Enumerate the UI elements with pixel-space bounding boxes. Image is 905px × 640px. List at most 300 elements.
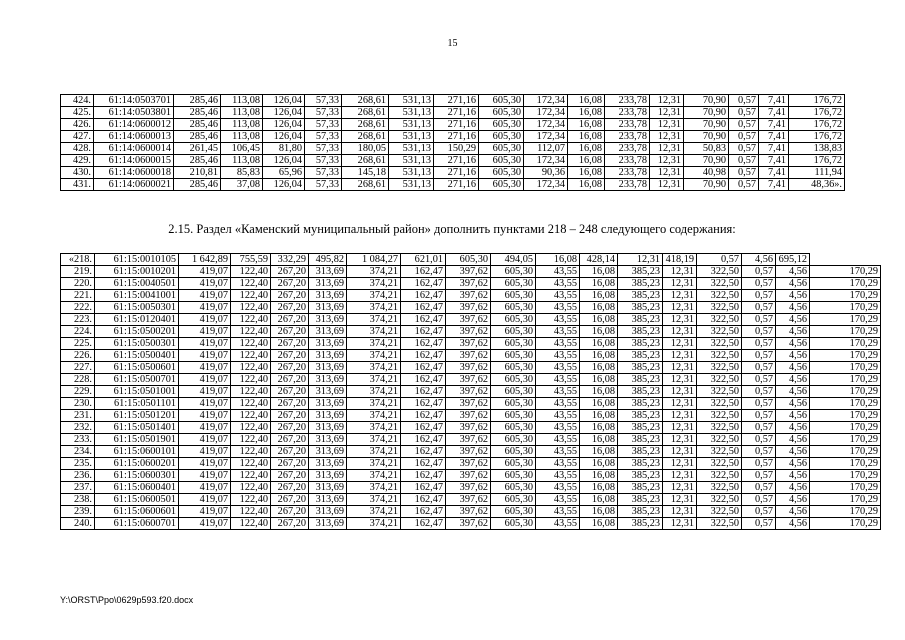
value-cell: 419,07 (179, 494, 231, 506)
value-cell: 162,47 (401, 458, 446, 470)
value-cell: 4,56 (776, 470, 810, 482)
value-cell: 322,50 (697, 506, 742, 518)
value-cell: 12,31 (663, 338, 697, 350)
cadastral-quarter-cell: 61:15:0501901 (95, 434, 179, 446)
value-cell: 374,21 (347, 422, 401, 434)
row-number-cell: 223. (61, 314, 95, 326)
cadastral-quarter-cell: 61:14:0600021 (94, 179, 174, 191)
value-cell: 374,21 (347, 326, 401, 338)
value-cell: 16,08 (580, 398, 618, 410)
value-cell: 122,40 (231, 434, 271, 446)
cadastral-quarter-cell: 61:14:0503701 (94, 95, 174, 107)
value-cell: 267,20 (271, 386, 309, 398)
value-cell: 419,07 (179, 326, 231, 338)
value-cell: 397,62 (446, 422, 491, 434)
value-cell: 605,30 (491, 278, 536, 290)
value-cell: 16,08 (580, 410, 618, 422)
value-cell: 43,55 (536, 446, 580, 458)
value-cell: 162,47 (401, 386, 446, 398)
value-cell: 605,30 (491, 422, 536, 434)
value-cell: 419,07 (179, 386, 231, 398)
value-cell: 322,50 (697, 278, 742, 290)
value-cell: 122,40 (231, 446, 271, 458)
value-cell: 374,21 (347, 290, 401, 302)
value-cell: 267,20 (271, 506, 309, 518)
value-cell: 162,47 (401, 494, 446, 506)
value-cell: 43,55 (536, 458, 580, 470)
value-cell: 322,50 (697, 314, 742, 326)
value-cell: 0,57 (742, 278, 776, 290)
cadastral-quarter-cell: 61:15:0600401 (95, 482, 179, 494)
value-cell: 126,04 (263, 95, 305, 107)
value-cell: 385,23 (618, 458, 663, 470)
value-cell: 70,90 (684, 179, 729, 191)
value-cell: 122,40 (231, 302, 271, 314)
value-cell: 397,62 (446, 446, 491, 458)
cadastral-quarter-cell: 61:15:0600701 (95, 518, 179, 530)
value-cell: 397,62 (446, 506, 491, 518)
value-cell: 0,57 (729, 143, 759, 155)
value-cell: 374,21 (347, 362, 401, 374)
value-cell: 111,94 (789, 167, 845, 179)
value-cell: 605,30 (491, 326, 536, 338)
value-cell: 16,08 (580, 494, 618, 506)
value-cell: 605,30 (491, 290, 536, 302)
value-cell: 0,57 (742, 434, 776, 446)
value-cell: 0,57 (742, 494, 776, 506)
table-row (61, 494, 881, 506)
table-row (61, 131, 845, 143)
value-cell: 170,29 (810, 446, 881, 458)
value-cell: 16,08 (580, 338, 618, 350)
value-cell: 12,31 (663, 290, 697, 302)
value-cell: 122,40 (231, 350, 271, 362)
value-cell: 57,33 (305, 107, 342, 119)
value-cell: 374,21 (347, 350, 401, 362)
value-cell: 4,56 (776, 266, 810, 278)
value-cell: 495,82 (309, 254, 347, 266)
cadastral-quarter-cell: 61:15:0500701 (95, 374, 179, 386)
value-cell: 233,78 (605, 179, 650, 191)
row-number-cell: 431. (61, 179, 94, 191)
value-cell: 16,08 (580, 518, 618, 530)
value-cell: 122,40 (231, 506, 271, 518)
row-number-cell: 430. (61, 167, 94, 179)
value-cell: 322,50 (697, 386, 742, 398)
value-cell: 176,72 (789, 155, 845, 167)
value-cell: 374,21 (347, 470, 401, 482)
value-cell: 419,07 (179, 482, 231, 494)
value-cell: 12,31 (663, 266, 697, 278)
value-cell: 313,69 (309, 482, 347, 494)
value-cell: 170,29 (810, 386, 881, 398)
value-cell: 70,90 (684, 95, 729, 107)
value-cell: 57,33 (305, 155, 342, 167)
cadastral-quarter-cell: 61:15:0120401 (95, 314, 179, 326)
value-cell: 12,31 (618, 254, 663, 266)
row-number-cell: 222. (61, 302, 95, 314)
cadastral-quarter-cell: 61:14:0600013 (94, 131, 174, 143)
value-cell: 12,31 (650, 119, 684, 131)
value-cell: 0,57 (729, 167, 759, 179)
value-cell: 605,30 (491, 506, 536, 518)
value-cell: 16,08 (568, 143, 605, 155)
value-cell: 419,07 (179, 470, 231, 482)
value-cell: 172,34 (524, 107, 568, 119)
value-cell: 162,47 (401, 266, 446, 278)
value-cell: 172,34 (524, 131, 568, 143)
value-cell: 16,08 (580, 326, 618, 338)
value-cell: 0,57 (742, 362, 776, 374)
value-cell: 113,08 (221, 155, 263, 167)
value-cell: 162,47 (401, 290, 446, 302)
value-cell: 271,16 (434, 107, 479, 119)
value-cell: 322,50 (697, 470, 742, 482)
value-cell: 419,07 (179, 506, 231, 518)
table-row (61, 458, 881, 470)
value-cell: 313,69 (309, 470, 347, 482)
value-cell: 12,31 (663, 398, 697, 410)
table-row (61, 326, 881, 338)
value-cell: 285,46 (174, 131, 221, 143)
row-number-cell: 424. (61, 95, 94, 107)
value-cell: 122,40 (231, 470, 271, 482)
table-row (61, 398, 881, 410)
value-cell: 313,69 (309, 494, 347, 506)
value-cell: 57,33 (305, 167, 342, 179)
value-cell: 16,08 (580, 482, 618, 494)
value-cell: 313,69 (309, 266, 347, 278)
value-cell: 7,41 (759, 119, 789, 131)
value-cell: 419,07 (179, 446, 231, 458)
row-number-cell: 228. (61, 374, 95, 386)
value-cell: 605,30 (479, 107, 524, 119)
value-cell: 170,29 (810, 410, 881, 422)
value-cell: 4,56 (776, 518, 810, 530)
value-cell: 428,14 (580, 254, 618, 266)
value-cell: 605,30 (491, 446, 536, 458)
value-cell: 12,31 (663, 482, 697, 494)
table-row (61, 410, 881, 422)
value-cell: 267,20 (271, 374, 309, 386)
table-row (61, 155, 845, 167)
value-cell: 419,07 (179, 266, 231, 278)
value-cell: 267,20 (271, 410, 309, 422)
value-cell: 16,08 (580, 446, 618, 458)
value-cell: 70,90 (684, 107, 729, 119)
value-cell: 397,62 (446, 338, 491, 350)
value-cell: 397,62 (446, 278, 491, 290)
value-cell: 0,57 (742, 398, 776, 410)
value-cell: 233,78 (605, 143, 650, 155)
value-cell: 0,57 (729, 179, 759, 191)
row-number-cell: 427. (61, 131, 94, 143)
value-cell: 374,21 (347, 398, 401, 410)
value-cell: 12,31 (663, 518, 697, 530)
row-number-cell: 229. (61, 386, 95, 398)
value-cell: 16,08 (580, 314, 618, 326)
value-cell: 162,47 (401, 302, 446, 314)
value-cell: 605,30 (479, 155, 524, 167)
value-cell: 313,69 (309, 314, 347, 326)
cadastral-quarter-cell: 61:15:0501101 (95, 398, 179, 410)
value-cell: 145,18 (342, 167, 389, 179)
value-cell: 4,56 (776, 386, 810, 398)
value-cell: 313,69 (309, 278, 347, 290)
row-number-cell: 239. (61, 506, 95, 518)
value-cell: 43,55 (536, 386, 580, 398)
value-cell: 0,57 (697, 254, 742, 266)
value-cell: 170,29 (810, 350, 881, 362)
value-cell: 419,07 (179, 410, 231, 422)
table-row (61, 107, 845, 119)
value-cell: 150,29 (434, 143, 479, 155)
value-cell: 267,20 (271, 494, 309, 506)
value-cell: 43,55 (536, 482, 580, 494)
table-row (61, 167, 845, 179)
value-cell: 0,57 (742, 458, 776, 470)
value-cell: 322,50 (697, 494, 742, 506)
value-cell: 4,56 (776, 446, 810, 458)
value-cell: 605,30 (491, 410, 536, 422)
value-cell: 268,61 (342, 119, 389, 131)
value-cell: 267,20 (271, 302, 309, 314)
value-cell: 0,57 (742, 506, 776, 518)
cadastral-quarter-cell: 61:15:0500301 (95, 338, 179, 350)
value-cell: 113,08 (221, 107, 263, 119)
value-cell: 0,57 (742, 446, 776, 458)
value-cell: 162,47 (401, 362, 446, 374)
value-cell: 605,30 (491, 314, 536, 326)
value-cell: 397,62 (446, 482, 491, 494)
value-cell: 385,23 (618, 278, 663, 290)
value-cell: 233,78 (605, 107, 650, 119)
value-cell: 0,57 (729, 95, 759, 107)
value-cell: 0,57 (742, 470, 776, 482)
value-cell: 605,30 (479, 95, 524, 107)
value-cell: 162,47 (401, 374, 446, 386)
value-cell: 0,57 (742, 302, 776, 314)
value-cell: 57,33 (305, 119, 342, 131)
value-cell: 605,30 (491, 266, 536, 278)
value-cell: 531,13 (389, 155, 434, 167)
value-cell: 4,56 (776, 410, 810, 422)
value-cell: 170,29 (810, 458, 881, 470)
value-cell: 605,30 (491, 458, 536, 470)
value-cell: 313,69 (309, 518, 347, 530)
value-cell: 126,04 (263, 131, 305, 143)
value-cell: 170,29 (810, 374, 881, 386)
value-cell: 313,69 (309, 422, 347, 434)
value-cell: 313,69 (309, 506, 347, 518)
value-cell: 4,56 (776, 326, 810, 338)
value-cell: 4,56 (776, 482, 810, 494)
page-number: 15 (447, 38, 458, 49)
value-cell: 122,40 (231, 458, 271, 470)
value-cell: 170,29 (810, 398, 881, 410)
value-cell: 12,31 (663, 314, 697, 326)
value-cell: 397,62 (446, 410, 491, 422)
value-cell: 374,21 (347, 386, 401, 398)
value-cell: 162,47 (401, 434, 446, 446)
value-cell: 70,90 (684, 131, 729, 143)
value-cell: 267,20 (271, 398, 309, 410)
table-row (61, 434, 881, 446)
value-cell: 0,57 (742, 422, 776, 434)
value-cell: 313,69 (309, 386, 347, 398)
value-cell: 43,55 (536, 302, 580, 314)
row-number-cell: «218. (61, 254, 95, 266)
value-cell: 180,05 (342, 143, 389, 155)
value-cell: 170,29 (810, 506, 881, 518)
value-cell: 0,57 (742, 326, 776, 338)
value-cell: 12,31 (663, 350, 697, 362)
value-cell: 138,83 (789, 143, 845, 155)
value-cell: 57,33 (305, 131, 342, 143)
value-cell: 322,50 (697, 482, 742, 494)
value-cell: 268,61 (342, 95, 389, 107)
value-cell: 1 084,27 (347, 254, 401, 266)
value-cell: 0,57 (742, 314, 776, 326)
value-cell: 43,55 (536, 470, 580, 482)
value-cell: 494,05 (491, 254, 536, 266)
value-cell: 4,56 (776, 302, 810, 314)
value-cell: 126,04 (263, 107, 305, 119)
value-cell: 122,40 (231, 338, 271, 350)
value-cell: 16,08 (568, 179, 605, 191)
value-cell: 605,30 (491, 374, 536, 386)
value-cell: 170,29 (810, 314, 881, 326)
row-number-cell: 429. (61, 155, 94, 167)
value-cell: 322,50 (697, 362, 742, 374)
value-cell: 0,57 (729, 119, 759, 131)
value-cell: 531,13 (389, 119, 434, 131)
value-cell: 176,72 (789, 131, 845, 143)
value-cell: 605,30 (491, 518, 536, 530)
value-cell: 605,30 (479, 143, 524, 155)
value-cell: 112,07 (524, 143, 568, 155)
rates-table-kamensky-municipal-district (60, 253, 881, 530)
value-cell: 162,47 (401, 314, 446, 326)
value-cell: 4,56 (776, 494, 810, 506)
value-cell: 12,31 (663, 458, 697, 470)
value-cell: 605,30 (491, 434, 536, 446)
value-cell: 271,16 (434, 167, 479, 179)
value-cell: 57,33 (305, 95, 342, 107)
row-number-cell: 230. (61, 398, 95, 410)
value-cell: 267,20 (271, 470, 309, 482)
value-cell: 267,20 (271, 434, 309, 446)
value-cell: 4,56 (776, 350, 810, 362)
value-cell: 322,50 (697, 290, 742, 302)
value-cell: 385,23 (618, 482, 663, 494)
value-cell: 531,13 (389, 167, 434, 179)
value-cell: 122,40 (231, 494, 271, 506)
value-cell: 267,20 (271, 314, 309, 326)
value-cell: 12,31 (650, 143, 684, 155)
value-cell: 385,23 (618, 470, 663, 482)
value-cell: 374,21 (347, 434, 401, 446)
value-cell: 374,21 (347, 410, 401, 422)
value-cell: 313,69 (309, 338, 347, 350)
value-cell: 313,69 (309, 434, 347, 446)
value-cell: 12,31 (663, 446, 697, 458)
value-cell: 271,16 (434, 95, 479, 107)
value-cell: 170,29 (810, 470, 881, 482)
value-cell: 233,78 (605, 155, 650, 167)
value-cell: 374,21 (347, 374, 401, 386)
value-cell: 0,57 (742, 482, 776, 494)
row-number-cell: 219. (61, 266, 95, 278)
value-cell: 267,20 (271, 518, 309, 530)
value-cell: 385,23 (618, 350, 663, 362)
value-cell: 385,23 (618, 446, 663, 458)
cadastral-quarter-cell: 61:15:0600601 (95, 506, 179, 518)
value-cell: 385,23 (618, 398, 663, 410)
value-cell: 12,31 (650, 179, 684, 191)
value-cell: 122,40 (231, 398, 271, 410)
value-cell: 170,29 (810, 422, 881, 434)
value-cell: 43,55 (536, 362, 580, 374)
value-cell: 0,57 (742, 374, 776, 386)
value-cell: 397,62 (446, 458, 491, 470)
value-cell: 43,55 (536, 506, 580, 518)
row-number-cell: 428. (61, 143, 94, 155)
value-cell: 170,29 (810, 326, 881, 338)
section-heading: 2.15. Раздел «Каменский муниципальный район» дополнить пунктами 218 – 248 следующего содержания: (168, 222, 736, 236)
value-cell: 0,57 (729, 107, 759, 119)
value-cell: 397,62 (446, 326, 491, 338)
value-cell: 385,23 (618, 374, 663, 386)
value-cell: 113,08 (221, 95, 263, 107)
value-cell: 531,13 (389, 107, 434, 119)
value-cell: 48,36». (789, 179, 845, 191)
value-cell: 43,55 (536, 278, 580, 290)
value-cell: 16,08 (580, 302, 618, 314)
value-cell: 12,31 (650, 107, 684, 119)
table-row (61, 95, 845, 107)
value-cell: 695,12 (776, 254, 810, 266)
value-cell: 285,46 (174, 95, 221, 107)
value-cell: 0,57 (742, 350, 776, 362)
value-cell: 397,62 (446, 494, 491, 506)
row-number-cell: 235. (61, 458, 95, 470)
value-cell: 322,50 (697, 350, 742, 362)
value-cell: 43,55 (536, 266, 580, 278)
value-cell: 162,47 (401, 506, 446, 518)
value-cell: 16,08 (580, 506, 618, 518)
value-cell: 605,30 (491, 398, 536, 410)
value-cell: 12,31 (663, 470, 697, 482)
value-cell: 43,55 (536, 350, 580, 362)
row-number-cell: 221. (61, 290, 95, 302)
value-cell: 267,20 (271, 362, 309, 374)
value-cell: 162,47 (401, 518, 446, 530)
value-cell: 397,62 (446, 266, 491, 278)
table-row (61, 470, 881, 482)
value-cell: 374,21 (347, 338, 401, 350)
value-cell: 122,40 (231, 518, 271, 530)
value-cell: 385,23 (618, 506, 663, 518)
value-cell: 267,20 (271, 422, 309, 434)
value-cell: 16,08 (580, 386, 618, 398)
table-row (61, 518, 881, 530)
value-cell: 170,29 (810, 362, 881, 374)
row-number-cell: 240. (61, 518, 95, 530)
value-cell: 332,29 (271, 254, 309, 266)
value-cell: 172,34 (524, 119, 568, 131)
value-cell: 162,47 (401, 482, 446, 494)
